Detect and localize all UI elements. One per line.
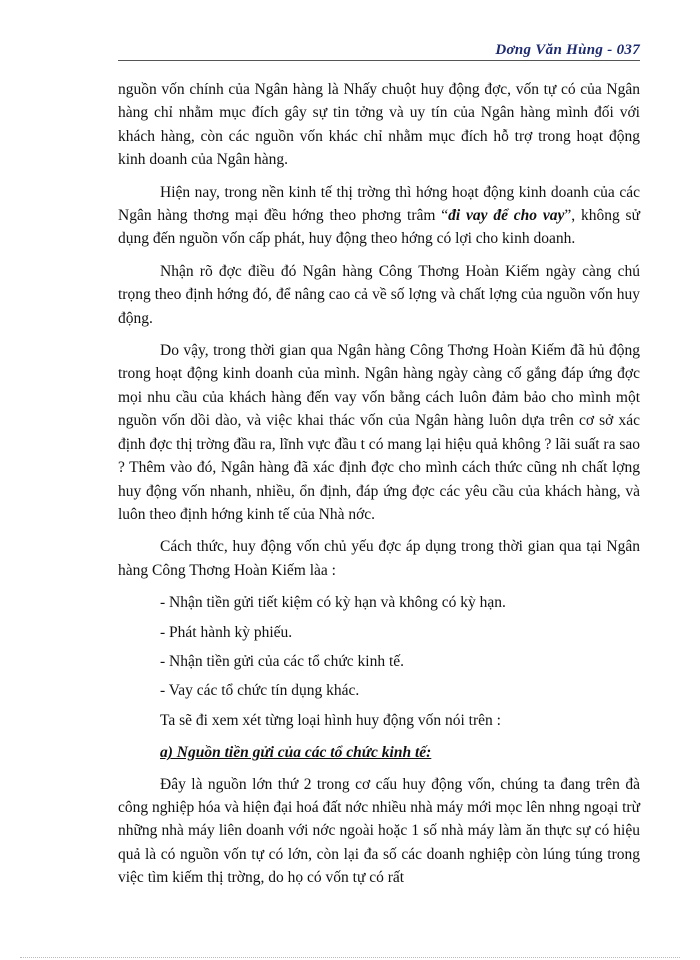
list-item: - Nhận tiền gửi của các tổ chức kinh tế.	[160, 652, 405, 670]
paragraph-6: Ta sẽ đi xem xét từng loại hình huy động vốn nói trên :	[160, 711, 501, 729]
paragraph-2-emphasis: đi vay để cho vay	[448, 207, 565, 225]
paragraph-5: Cách thức, huy động vốn chủ yếu đợc áp dụng trong thời gian qua tại Ngân hàng Công Thơng Hoàn Kiếm làa :	[118, 538, 640, 579]
page-header-author: Dơng Văn Hùng - 037	[495, 42, 640, 58]
list-item: - Nhận tiền gửi tiết kiệm có kỳ hạn và không có kỳ hạn.	[160, 594, 506, 612]
paragraph-2	[118, 181, 640, 251]
section-heading: a) Nguồn tiền gửi của các tổ chức kinh tế:	[160, 744, 432, 762]
paragraph-7: Đây là nguồn lớn thứ 2 trong cơ cấu huy động vốn, chúng ta đang trên đà công nghiệp hóa và hiện đại hoá đất nớc nhiều nhà máy mới mọc lên nhng ngoại trừ những nhà máy liên doanh với nớc ngoài hoặc 1 số nhà máy làm ăn thực sự có hiệu quả là có nguồn vốn tự có lớn, còn lại đa số các doanh nghiệp còn lúng túng trong việc tìm kiếm thị trờng, do họ có vốn tự có rất	[118, 775, 640, 887]
paragraph-2-part-b: ”, không sử dụng đến nguồn vốn cấp phát, huy động theo hớng có lợi cho kinh doanh.	[118, 207, 640, 248]
header-rule	[118, 60, 640, 61]
paragraph-2-part-a: Hiện nay, trong nền kinh tế thị trờng thì hớng hoạt động kinh doanh của các Ngân hàng thơng mại đều hớng theo phơng trâm “	[118, 183, 640, 225]
paragraph-3: Nhận rõ đợc điều đó Ngân hàng Công Thơng Hoàn Kiếm ngày càng chú trọng theo định hớng đó, để nâng cao cả về số lợng và chất lợng của nguồn vốn huy động.	[118, 262, 640, 327]
footer-divider	[20, 957, 680, 958]
document-body	[118, 78, 640, 899]
paragraph-1: nguồn vốn chính của Ngân hàng là Nhấy chuột huy động đợc, vốn tự có của Ngân hàng chỉ nhằm mục đích gây sự tin tởng và uy tín của Ngân hàng mình đối với khách hàng, còn các nguồn vốn khác chỉ nhằm mục đích hỗ trợ trong hoạt động kinh doanh của Ngân hàng.	[118, 81, 640, 169]
paragraph-4: Do vậy, trong thời gian qua Ngân hàng Công Thơng Hoàn Kiếm đã hủ động trong hoạt động kinh doanh của mình. Ngân hàng ngày càng cố gắng đáp ứng đợc mọi nhu cầu của khách hàng đến vay vốn bằng cách luôn đảm bảo cho mình một nguồn vốn dồi dào, và việc khai thác vốn của Ngân hàng luôn dựa trên cơ sở xác định đợc thị trờng đầu ra, lĩnh vực đầu t có mang lại hiệu quả không ? lãi suất ra sao ? Thêm vào đó, Ngân hàng đã xác định đợc cho mình cách thức cũng nh chất lợng huy động vốn nhanh, nhiều, ổn định, đáp ứng đợc các yêu cầu của khách hàng, và luôn theo định hớng kinh tế của Nhà nớc.	[118, 342, 640, 523]
list-item: - Phát hành kỳ phiếu.	[160, 623, 293, 641]
list-item: - Vay các tổ chức tín dụng khác.	[160, 682, 360, 700]
